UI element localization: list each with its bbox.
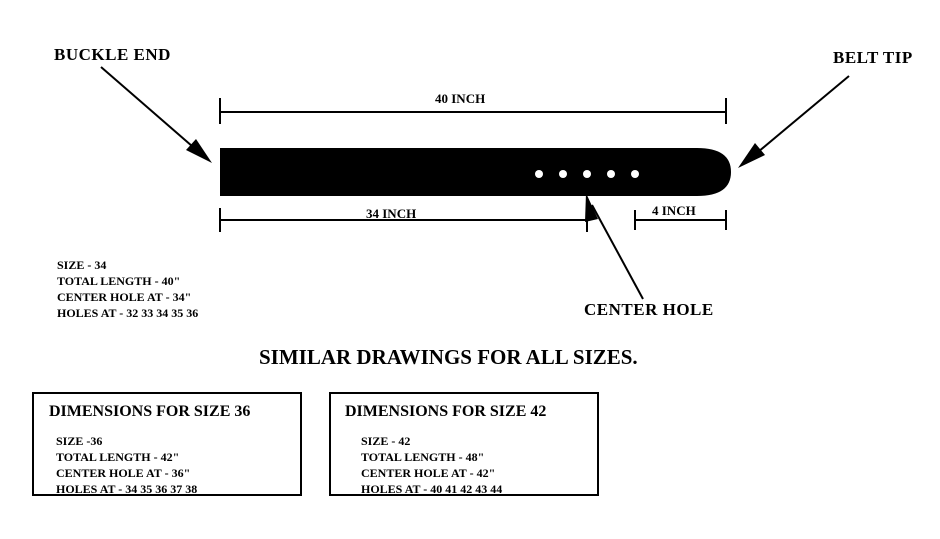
spec-box-36-title: DIMENSIONS FOR SIZE 36 (49, 403, 251, 420)
spec-box-42-center-hole: CENTER HOLE AT - 42" (361, 466, 496, 480)
belt-tip-leader-arrow (738, 76, 849, 168)
spec-box-36-size: SIZE -36 (56, 434, 103, 448)
spec-box-36-list (56, 433, 197, 497)
spec-box-42-holes: HOLES AT - 40 41 42 43 44 (361, 482, 503, 496)
dimension-tail-text: 4 INCH (652, 203, 696, 218)
spec-box-36-holes: HOLES AT - 34 35 36 37 38 (56, 482, 198, 496)
primary-spec-center-hole: CENTER HOLE AT - 34" (57, 290, 192, 304)
dimension-center-text: 34 INCH (366, 206, 417, 221)
spec-box-36-total-length: TOTAL LENGTH - 42" (56, 450, 180, 464)
spec-box-36-center-hole: CENTER HOLE AT - 36" (56, 466, 191, 480)
spec-box-42-size: SIZE - 42 (361, 434, 411, 448)
dimension-total-text: 40 INCH (435, 91, 486, 106)
spec-box-size-36 (32, 392, 302, 496)
primary-spec-total-length: TOTAL LENGTH - 40" (57, 274, 181, 288)
similar-drawings-note: SIMILAR DRAWINGS FOR ALL SIZES. (259, 345, 638, 369)
belt-body (220, 148, 731, 196)
spec-box-42-total-length: TOTAL LENGTH - 48" (361, 450, 485, 464)
spec-box-size-42 (329, 392, 599, 496)
center-hole-leader-arrow (585, 193, 643, 299)
buckle-end-leader-arrow (101, 67, 212, 163)
belt-tip-label: BELT TIP (833, 48, 913, 67)
primary-spec-holes: HOLES AT - 32 33 34 35 36 (57, 306, 199, 320)
primary-spec-size: SIZE - 34 (57, 258, 107, 272)
buckle-end-label: BUCKLE END (54, 45, 171, 64)
spec-box-42-title: DIMENSIONS FOR SIZE 42 (345, 403, 547, 420)
center-hole-label: CENTER HOLE (584, 300, 714, 319)
primary-spec-list (57, 257, 198, 321)
spec-box-42-list (361, 433, 502, 497)
